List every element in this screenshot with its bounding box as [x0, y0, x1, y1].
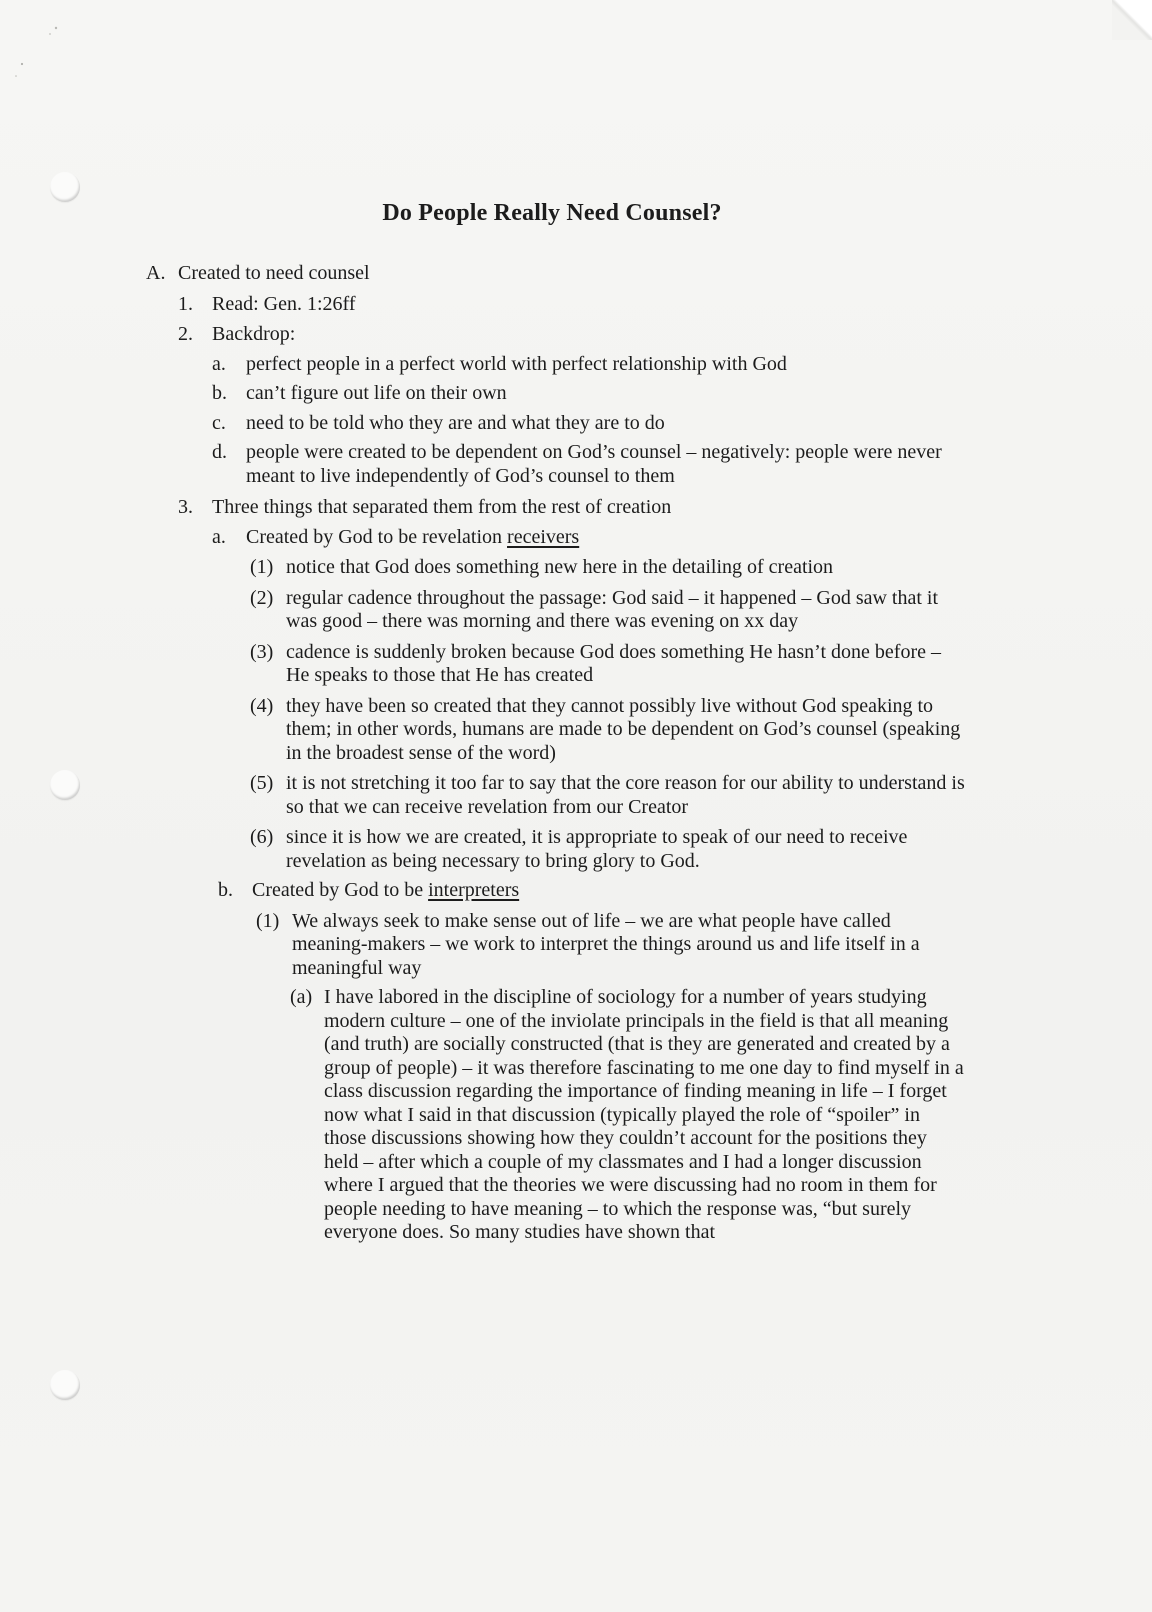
item-3b — [218, 879, 966, 903]
punch-hole-bottom — [50, 1370, 80, 1400]
item-3a-3-text: cadence is suddenly broken because God does something He hasn’t done before – He speaks to those that He has created — [286, 640, 941, 686]
item-2c-text: need to be told who they are and what they are to do — [246, 411, 665, 434]
item-3b-1-marker: (1) — [256, 909, 280, 932]
item-3a-1-marker: (1) — [250, 556, 274, 578]
section-a-marker: A. — [146, 262, 166, 284]
item-1 — [178, 293, 966, 317]
item-3a-5-marker: (5) — [250, 772, 274, 794]
item-3a-4-text: they have been so created that they cannot possibly live without God speaking to them; in other words, humans are made to be dependent on God’s counsel (speaking in the broadest sense of the word) — [286, 694, 961, 764]
item-3b-1-a-marker: (a) — [290, 986, 313, 1008]
item-3b-text — [252, 879, 966, 903]
section-a-text: Created to need counsel — [178, 262, 370, 284]
item-2d-marker: d. — [212, 441, 227, 463]
item-3b-marker: b. — [218, 879, 233, 901]
paper-specks — [10, 20, 70, 90]
item-3a-6 — [250, 826, 966, 873]
item-3a-2-text: regular cadence throughout the passage: God said – it happened – God saw that it was good – there was morning and there was evening on xx day — [286, 586, 939, 632]
item-3 — [178, 496, 966, 520]
document-title: Do People Really Need Counsel? — [382, 200, 722, 226]
item-3a-6-marker: (6) — [250, 826, 274, 848]
item-3a-5 — [250, 772, 966, 819]
item-3-marker: 3. — [178, 496, 193, 518]
item-3a — [212, 526, 966, 550]
outline — [146, 262, 966, 1245]
item-3-text: Three things that separated them from the rest of creation — [212, 496, 672, 518]
item-3a-5-text: it is not stretching it too far to say that the core reason for our ability to understand is so that we can receive revelation from our Creator — [286, 772, 965, 818]
item-3a-2 — [250, 587, 966, 634]
item-3a-1-text: notice that God does something new here in the detailing of creation — [286, 556, 834, 578]
item-3a-3 — [250, 641, 966, 688]
item-2a-marker: a. — [212, 352, 226, 375]
item-2b-text: can’t figure out life on their own — [246, 382, 507, 404]
item-2b — [212, 382, 966, 406]
item-1-marker: 1. — [178, 292, 193, 315]
item-2a — [212, 353, 966, 377]
item-2a-text: perfect people in a perfect world with perfect relationship with God — [246, 352, 787, 375]
item-2-marker: 2. — [178, 323, 193, 345]
item-3a-marker: a. — [212, 525, 226, 548]
item-3a-1 — [250, 556, 966, 580]
item-1-text: Read: Gen. 1:26ff — [212, 292, 356, 315]
punch-hole-top — [50, 172, 80, 202]
item-2d — [212, 441, 966, 488]
item-3b-1-text: We always seek to make sense out of life – we are what people have called meaning-makers – we work to interpret the things around us and life itself in a meaningful way — [292, 909, 920, 979]
item-2d-text: people were created to be dependent on God’s counsel – negatively: people were never meant to live independently of God’s counsel to them — [246, 441, 942, 487]
item-3a-underlined-term: receivers — [507, 525, 580, 548]
item-3a-4 — [250, 695, 966, 766]
item-2-text: Backdrop: — [212, 323, 296, 345]
folded-corner — [1112, 0, 1152, 40]
item-3b-text-lead: Created by God to be — [252, 879, 429, 901]
item-2c — [212, 412, 966, 436]
item-3b-1-a — [290, 986, 966, 1245]
item-3a-text-lead: Created by God to be revelation — [246, 525, 508, 548]
section-a — [146, 262, 966, 286]
item-3a-3-marker: (3) — [250, 640, 274, 663]
punch-hole-middle — [50, 770, 80, 800]
item-3b-1-a-text: I have labored in the discipline of sociology for a number of years studying modern culture – one of the inviolate principals in the field is that all meaning (and truth) are socially constructed (that is they are generated and created by a group of people) – it was therefore fascinating to me one day to find myself in a class discussion regarding the importance of finding meaning in life – I forget now what I said in that discussion (typically played the role of “spoiler” in those discussions showing how they couldn’t account for the positions they held – after which a couple of my classmates and I had a longer discussion where I argued that the theories we were discussing had no room in them for people needing to have meaning – to which the response was, “but surely everyone does. So many studies have shown that — [324, 986, 964, 1243]
item-2 — [178, 323, 966, 347]
item-3a-4-marker: (4) — [250, 694, 274, 717]
item-3a-6-text: since it is how we are created, it is appropriate to speak of our need to receive revelation as being necessary to bring glory to God. — [286, 826, 908, 872]
item-3a-text — [246, 526, 966, 550]
item-3a-2-marker: (2) — [250, 586, 274, 609]
item-3b-1 — [256, 910, 966, 981]
item-3b-underlined-term: interpreters — [428, 879, 520, 901]
item-2b-marker: b. — [212, 382, 227, 404]
item-2c-marker: c. — [212, 411, 226, 434]
